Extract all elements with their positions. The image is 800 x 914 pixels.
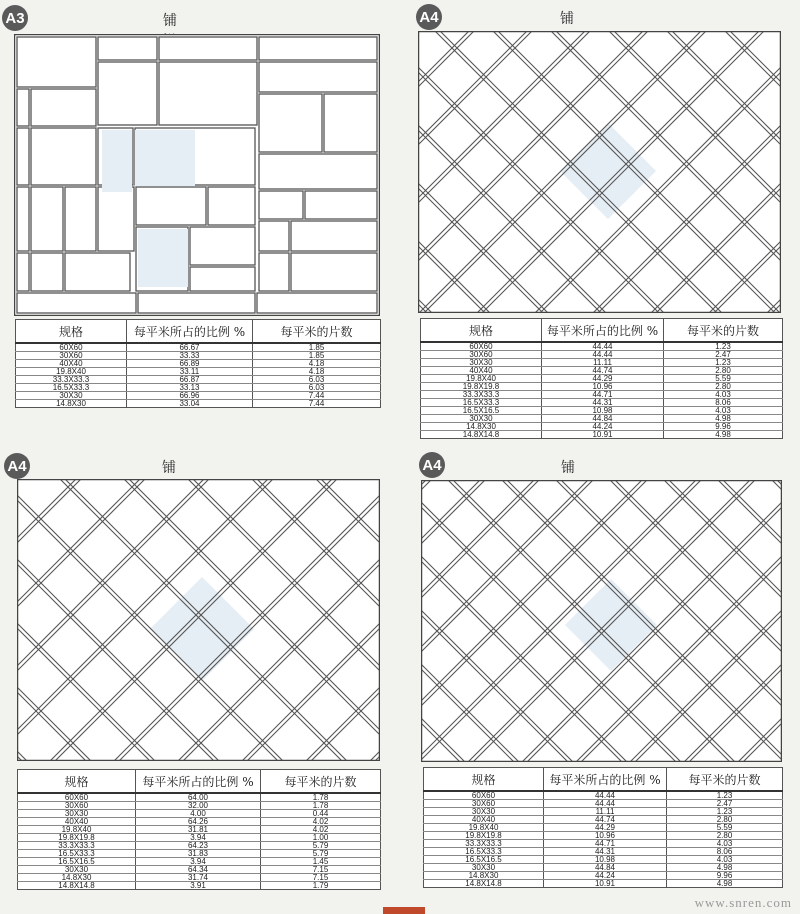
cell-size: 60X60	[18, 793, 136, 802]
cell-ratio: 3.91	[136, 882, 261, 890]
tile	[259, 37, 377, 60]
cell-count: 7.44	[253, 392, 381, 400]
cell-ratio: 44.31	[544, 848, 667, 856]
cell-ratio: 10.91	[542, 431, 664, 439]
spec-table	[420, 318, 783, 439]
tile	[17, 293, 136, 313]
table-row	[421, 351, 783, 359]
cell-size: 30X60	[424, 800, 544, 808]
cell-count: 2.80	[664, 383, 783, 391]
cell-size: 19.8X40	[424, 824, 544, 832]
table-row	[18, 826, 381, 834]
tile	[65, 187, 96, 251]
tile	[98, 187, 134, 251]
tile-layout-diagram	[17, 479, 380, 761]
cell-ratio: 33.04	[127, 400, 253, 408]
cell-size: 19.8X19.8	[424, 832, 544, 840]
cell-size: 30X30	[421, 359, 542, 367]
cell-count: 6.03	[253, 376, 381, 384]
cell-size: 30X60	[421, 351, 542, 359]
tile	[31, 187, 63, 251]
cell-count: 1.23	[664, 359, 783, 367]
table-row	[18, 842, 381, 850]
cell-count: 1.45	[261, 858, 381, 866]
cell-ratio: 64.26	[136, 818, 261, 826]
cell-ratio: 31.81	[136, 826, 261, 834]
tile	[259, 94, 322, 152]
cell-size: 19.8X40	[18, 826, 136, 834]
cell-ratio: 44.44	[542, 342, 664, 351]
cell-count: 1.23	[667, 808, 783, 816]
header-count: 每平米的片数	[667, 768, 783, 792]
table-row	[18, 858, 381, 866]
header-size: 规格	[421, 319, 542, 343]
cell-ratio: 10.96	[544, 832, 667, 840]
cell-count: 1.23	[667, 791, 783, 800]
table-row	[18, 874, 381, 882]
cell-size: 30X30	[18, 866, 136, 874]
header-count: 每平米的片数	[664, 319, 783, 343]
cell-count: 5.59	[664, 375, 783, 383]
table-row	[18, 793, 381, 802]
cell-ratio: 44.74	[544, 816, 667, 824]
plan-title: 铺	[560, 11, 574, 27]
cell-count: 4.98	[667, 864, 783, 872]
table-row	[16, 392, 381, 400]
tile	[17, 253, 29, 291]
table-row	[18, 834, 381, 842]
header-count: 每平米的片数	[253, 320, 381, 344]
cell-size: 60X60	[424, 791, 544, 800]
cell-size: 16.5X33.3	[18, 850, 136, 858]
cell-size: 16.5X33.3	[16, 384, 127, 392]
plan-title: 铺	[163, 13, 177, 29]
table-row	[16, 384, 381, 392]
cell-ratio: 44.44	[542, 351, 664, 359]
tile	[257, 293, 377, 313]
cell-count: 2.80	[667, 816, 783, 824]
cell-count: 0.44	[261, 810, 381, 818]
cell-size: 30X30	[424, 864, 544, 872]
tile	[291, 253, 377, 291]
table-row	[18, 866, 381, 874]
cell-ratio: 44.24	[544, 872, 667, 880]
cell-count: 1.23	[664, 342, 783, 351]
cell-ratio: 44.24	[542, 423, 664, 431]
cell-count: 1.85	[253, 352, 381, 360]
cell-count: 7.44	[253, 400, 381, 408]
plan-title: 铺	[162, 460, 176, 476]
table-row	[424, 800, 783, 808]
cell-ratio: 44.74	[542, 367, 664, 375]
cell-count: 4.18	[253, 360, 381, 368]
cell-count: 1.79	[261, 882, 381, 890]
tile	[138, 293, 255, 313]
cell-ratio: 31.83	[136, 850, 261, 858]
cell-ratio: 33.13	[127, 384, 253, 392]
cell-size: 40X40	[18, 818, 136, 826]
cell-count: 4.98	[664, 415, 783, 423]
tile	[17, 128, 29, 185]
highlight-tile	[138, 229, 188, 287]
cell-size: 60X60	[421, 342, 542, 351]
cell-size: 14.8X30	[16, 400, 127, 408]
table-row	[424, 856, 783, 864]
cell-count: 6.03	[253, 384, 381, 392]
cell-size: 14.8X14.8	[18, 882, 136, 890]
cell-size: 33.3X33.3	[421, 391, 542, 399]
tile	[98, 37, 157, 60]
tile	[17, 187, 29, 251]
cell-ratio: 44.31	[542, 399, 664, 407]
table-row	[424, 864, 783, 872]
cell-count: 4.98	[664, 431, 783, 439]
cell-ratio: 44.71	[544, 840, 667, 848]
cell-size: 40X40	[424, 816, 544, 824]
cell-count: 4.98	[667, 880, 783, 888]
cell-count: 9.96	[664, 423, 783, 431]
cell-ratio: 44.44	[544, 800, 667, 808]
spec-table	[15, 319, 381, 408]
table-row	[16, 400, 381, 408]
header-ratio: 每平米所占的比例 %	[544, 768, 667, 792]
cell-count: 7.15	[261, 874, 381, 882]
highlight-tile	[135, 130, 195, 186]
table-row	[16, 352, 381, 360]
cell-ratio: 64.23	[136, 842, 261, 850]
cell-count: 4.02	[261, 818, 381, 826]
table-row	[424, 824, 783, 832]
plan-badge: A3	[2, 5, 28, 31]
cell-ratio: 3.94	[136, 858, 261, 866]
cell-size: 40X40	[421, 367, 542, 375]
cell-ratio: 10.98	[542, 407, 664, 415]
cell-ratio: 10.91	[544, 880, 667, 888]
tile	[259, 221, 289, 251]
cell-ratio: 32.00	[136, 802, 261, 810]
cell-size: 30X60	[16, 352, 127, 360]
header-size: 规格	[16, 320, 127, 344]
cell-size: 33.3X33.3	[424, 840, 544, 848]
cell-ratio: 44.84	[542, 415, 664, 423]
cell-count: 9.96	[667, 872, 783, 880]
table-row	[424, 848, 783, 856]
table-row	[421, 415, 783, 423]
cell-ratio: 44.71	[542, 391, 664, 399]
cell-size: 30X30	[421, 415, 542, 423]
cell-count: 2.80	[664, 367, 783, 375]
cell-ratio: 4.00	[136, 810, 261, 818]
cell-size: 19.8X40	[421, 375, 542, 383]
cell-ratio: 64.00	[136, 793, 261, 802]
cell-size: 19.8X40	[16, 368, 127, 376]
tile	[98, 62, 157, 125]
cell-size: 19.8X19.8	[18, 834, 136, 842]
cell-ratio: 64.34	[136, 866, 261, 874]
tile-layout-diagram	[14, 34, 380, 316]
table-row	[18, 818, 381, 826]
cell-ratio: 31.74	[136, 874, 261, 882]
table-row	[421, 399, 783, 407]
cell-count: 5.79	[261, 842, 381, 850]
cell-ratio: 33.33	[127, 352, 253, 360]
table-row	[424, 816, 783, 824]
cell-size: 16.5X16.5	[421, 407, 542, 415]
header-size: 规格	[18, 770, 136, 794]
tile	[208, 187, 255, 225]
cell-ratio: 3.94	[136, 834, 261, 842]
cell-count: 5.59	[667, 824, 783, 832]
cell-ratio: 10.96	[542, 383, 664, 391]
watermark: www.snren.com	[694, 895, 792, 910]
table-row	[424, 880, 783, 888]
cell-ratio: 44.44	[544, 791, 667, 800]
cell-size: 14.8X14.8	[421, 431, 542, 439]
cell-size: 16.5X16.5	[18, 858, 136, 866]
table-row	[421, 342, 783, 351]
tile	[259, 62, 377, 92]
tile-layout-diagram	[421, 480, 782, 762]
cell-count: 1.85	[253, 343, 381, 352]
tile	[259, 191, 303, 219]
cell-size: 14.8X30	[424, 872, 544, 880]
table-row	[421, 431, 783, 439]
cell-count: 8.06	[667, 848, 783, 856]
cell-size: 60X60	[16, 343, 127, 352]
cell-size: 14.8X30	[18, 874, 136, 882]
tile	[17, 89, 29, 126]
plan-badge: A4	[416, 4, 442, 30]
plan-badge: A4	[4, 453, 30, 479]
tile	[31, 89, 96, 126]
table-row	[424, 832, 783, 840]
cell-size: 30X30	[424, 808, 544, 816]
cell-ratio: 44.84	[544, 864, 667, 872]
tile	[17, 37, 96, 87]
cell-count: 4.03	[667, 840, 783, 848]
tile	[65, 253, 130, 291]
cell-size: 14.8X30	[421, 423, 542, 431]
header-ratio: 每平米所占的比例 %	[542, 319, 664, 343]
spec-table	[423, 767, 783, 888]
table-row	[421, 423, 783, 431]
table-row	[18, 882, 381, 890]
tile	[136, 187, 206, 225]
tile	[190, 267, 255, 291]
cell-ratio: 44.29	[542, 375, 664, 383]
cell-count: 5.79	[261, 850, 381, 858]
cell-ratio: 10.98	[544, 856, 667, 864]
cell-count: 2.47	[664, 351, 783, 359]
cell-size: 16.5X33.3	[421, 399, 542, 407]
cell-count: 2.80	[667, 832, 783, 840]
table-row	[424, 840, 783, 848]
cell-size: 30X30	[16, 392, 127, 400]
header-ratio: 每平米所占的比例 %	[127, 320, 253, 344]
header-count: 每平米的片数	[261, 770, 381, 794]
cell-size: 30X30	[18, 810, 136, 818]
spec-table	[17, 769, 381, 890]
tile	[324, 94, 377, 152]
cell-size: 16.5X33.3	[424, 848, 544, 856]
table-row	[424, 808, 783, 816]
cell-count: 2.47	[667, 800, 783, 808]
cell-size: 14.8X14.8	[424, 880, 544, 888]
tile	[159, 37, 257, 60]
tile	[259, 154, 377, 189]
plan-badge: A4	[419, 452, 445, 478]
cell-size: 40X40	[16, 360, 127, 368]
cell-count: 1.78	[261, 802, 381, 810]
cell-count: 7.15	[261, 866, 381, 874]
cell-size: 30X60	[18, 802, 136, 810]
cell-ratio: 33.11	[127, 368, 253, 376]
plan-title: 铺	[561, 460, 575, 476]
cell-size: 33.3X33.3	[18, 842, 136, 850]
cell-ratio: 66.87	[127, 376, 253, 384]
tile	[159, 62, 257, 125]
cell-size: 16.5X16.5	[424, 856, 544, 864]
header-size: 规格	[424, 768, 544, 792]
table-row	[424, 791, 783, 800]
cell-size: 33.3X33.3	[16, 376, 127, 384]
table-row	[16, 368, 381, 376]
cell-count: 4.03	[667, 856, 783, 864]
table-row	[16, 343, 381, 352]
tile	[305, 191, 377, 219]
table-row	[18, 802, 381, 810]
table-row	[421, 383, 783, 391]
cell-ratio: 11.11	[544, 808, 667, 816]
table-row	[421, 391, 783, 399]
table-row	[421, 359, 783, 367]
cell-ratio: 66.89	[127, 360, 253, 368]
table-row	[421, 407, 783, 415]
tile	[259, 253, 289, 291]
cell-count: 4.18	[253, 368, 381, 376]
table-row	[16, 376, 381, 384]
cell-ratio: 66.96	[127, 392, 253, 400]
cell-count: 4.03	[664, 391, 783, 399]
tile	[31, 253, 63, 291]
header-ratio: 每平米所占的比例 %	[136, 770, 261, 794]
cell-ratio: 44.29	[544, 824, 667, 832]
table-row	[421, 367, 783, 375]
cell-count: 4.03	[664, 407, 783, 415]
page-tab-marker	[383, 907, 425, 914]
cell-count: 8.06	[664, 399, 783, 407]
table-row	[424, 872, 783, 880]
table-row	[421, 375, 783, 383]
tile-layout-diagram	[418, 31, 781, 313]
cell-count: 1.00	[261, 834, 381, 842]
cell-ratio: 11.11	[542, 359, 664, 367]
tile	[190, 227, 255, 265]
tile	[31, 128, 96, 185]
tile	[291, 221, 377, 251]
cell-size: 19.8X19.8	[421, 383, 542, 391]
table-row	[18, 810, 381, 818]
cell-ratio: 66.67	[127, 343, 253, 352]
cell-count: 1.78	[261, 793, 381, 802]
highlight-tile	[102, 130, 132, 192]
table-row	[18, 850, 381, 858]
table-row	[16, 360, 381, 368]
cell-count: 4.02	[261, 826, 381, 834]
